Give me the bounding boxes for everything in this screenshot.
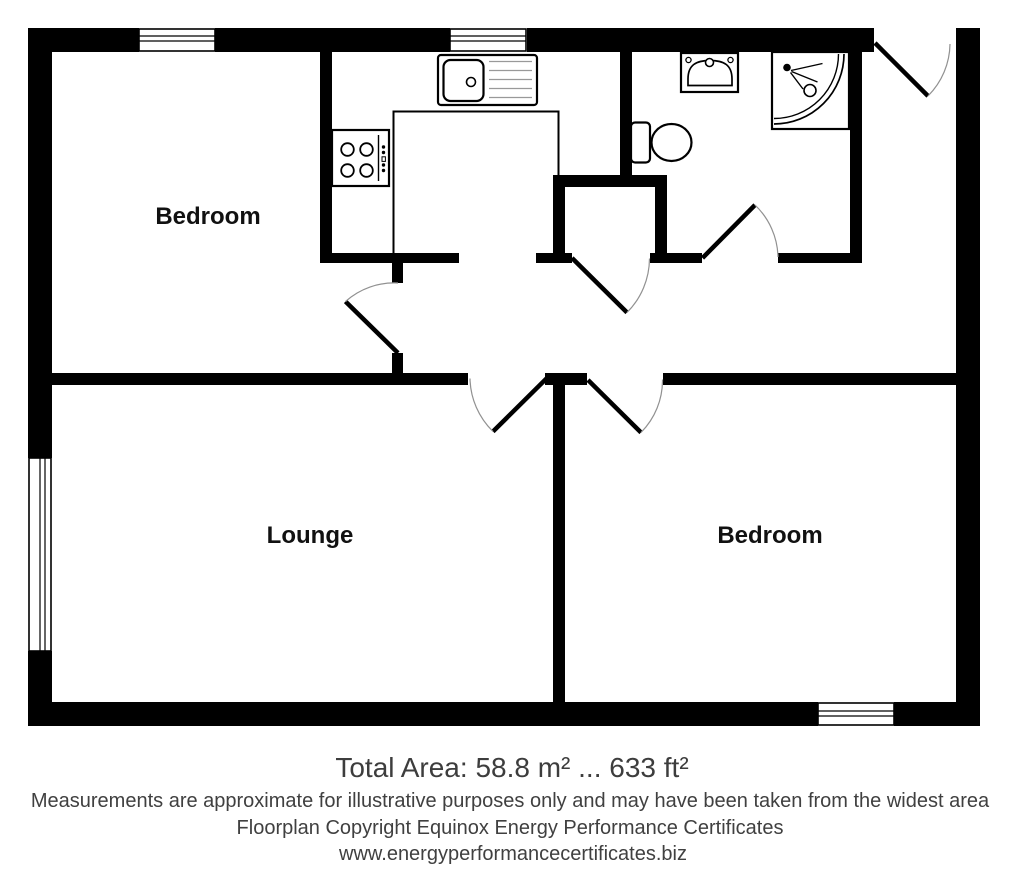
- door-swing-arc: [470, 379, 493, 432]
- total-area-text: Total Area: 58.8 m² ... 633 ft²: [335, 752, 689, 783]
- shower-drain: [804, 85, 816, 97]
- room-label-lounge: Lounge: [266, 522, 354, 549]
- door-leaf: [493, 378, 547, 432]
- door-leaf: [346, 302, 399, 354]
- door-swing-arc: [641, 380, 663, 433]
- door-bedroom-2: [588, 380, 663, 433]
- room-label-bedroom-1: Bedroom: [155, 203, 261, 230]
- door-leaf: [572, 258, 627, 313]
- door-bathroom: [703, 205, 779, 258]
- door-swing-arc: [346, 283, 399, 302]
- door-leaf: [703, 205, 756, 258]
- door-bedroom-1: [346, 283, 399, 353]
- door-swing-arc: [755, 205, 778, 257]
- kitchen-counter-outline: [394, 112, 559, 254]
- window-lounge-left-icon: [29, 458, 51, 651]
- interior-walls: [52, 52, 956, 702]
- door-hall-cupboard: [572, 258, 650, 313]
- door-leaf: [588, 380, 641, 433]
- disclaimer-text: Measurements are approximate for illustrative purposes only and may have been taken from the widest area: [30, 790, 990, 812]
- room-label-bedroom-2: Bedroom: [717, 522, 823, 549]
- shower-icon: [772, 52, 849, 129]
- door-leaf: [875, 43, 928, 96]
- door-swing-arc: [627, 259, 650, 313]
- copyright-text: Floorplan Copyright Equinox Energy Performance Certificates: [236, 817, 784, 839]
- website-text: www.energyperformancecertificates.biz: [339, 843, 687, 865]
- shower-head-dot: [783, 64, 791, 72]
- hob-icon: [332, 130, 389, 186]
- kitchen-sink-icon: [438, 55, 537, 105]
- toilet-icon: [631, 123, 692, 163]
- window-bedroom-1-top-icon: [139, 29, 215, 51]
- wash-basin-icon: [681, 53, 738, 92]
- window-kitchen-top-icon: [450, 29, 526, 51]
- door-entrance: [875, 43, 950, 96]
- window-bedroom-2-bottom-icon: [818, 703, 894, 725]
- door-swing-arc: [928, 44, 950, 96]
- door-lounge: [470, 378, 547, 432]
